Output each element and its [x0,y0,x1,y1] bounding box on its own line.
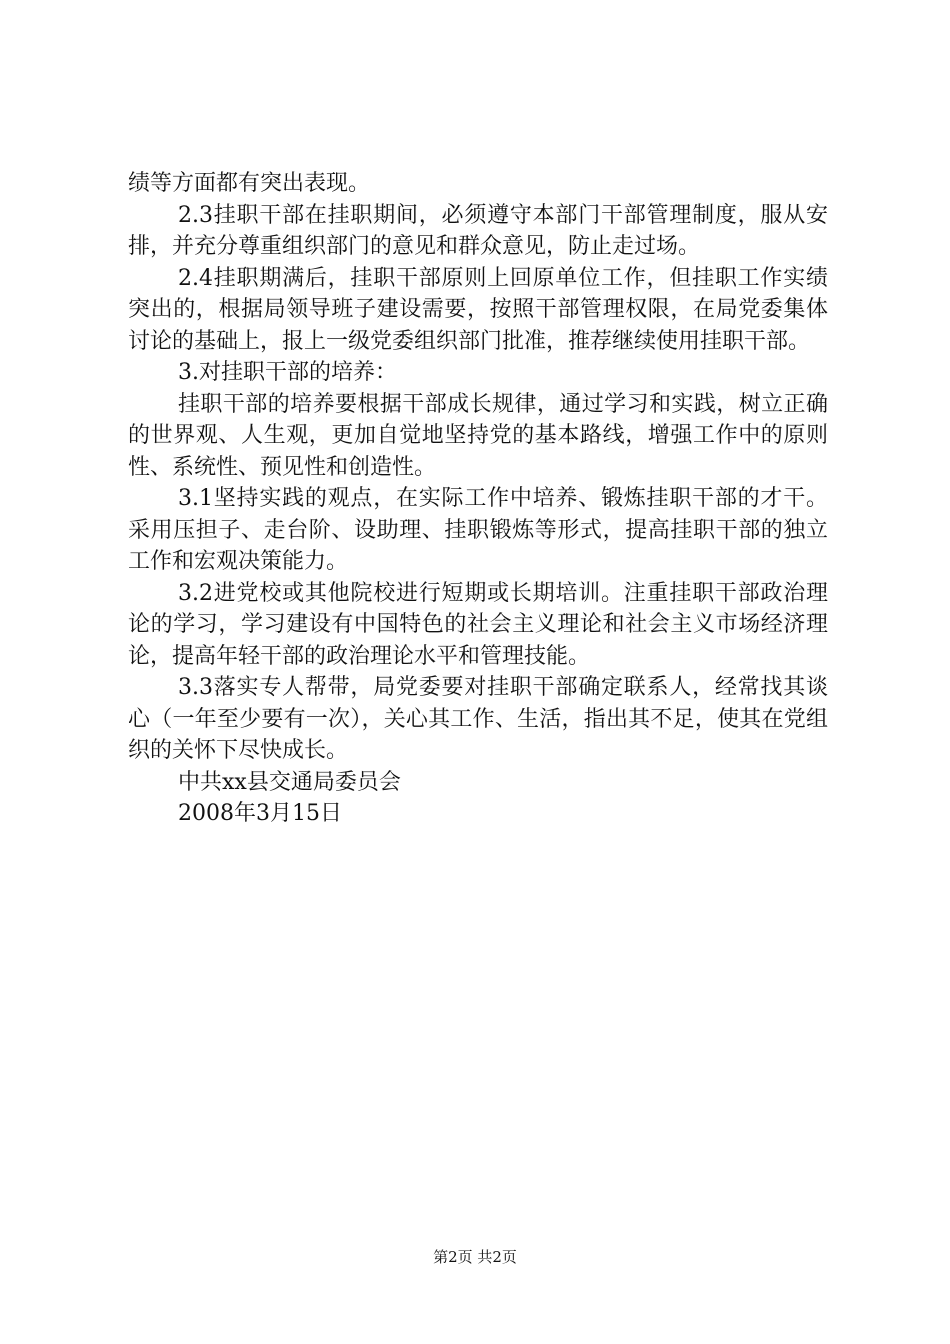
paragraph-3-1: 3.1坚持实践的观点，在实际工作中培养、锻炼挂职干部的才干。采用压担子、走台阶、设助理、挂职锻炼等形式，提高挂职干部的独立工作和宏观决策能力。 [128,486,828,574]
signature-date: 2008年3月15日 [178,801,342,826]
paragraph-2-4: 2.4挂职期满后，挂职干部原则上回原单位工作，但挂职工作实绩突出的，根据局领导班子建设需要，按照干部管理权限，在局党委集体讨论的基础上，报上一级党委组织部门批准，推荐继续使用挂职干部。 [128,265,828,354]
paragraph-2-3: 2.3挂职干部在挂职期间，必须遵守本部门干部管理制度，服从安排，并充分尊重组织部门的意见和群众意见，防止走过场。 [128,202,828,259]
paragraph-continuation: 绩等方面都有突出表现。 [128,171,371,196]
signature-organization: 中共xx县交通局委员会 [178,769,401,795]
paragraph-3-3: 3.3落实专人帮带，局党委要对挂职干部确定联系人，经常找其谈心（一年至少要有一次），关心其工作、生活，指出其不足，使其在党组织的关怀下尽快成长。 [128,675,828,763]
paragraph-3-intro: 挂职干部的培养要根据干部成长规律，通过学习和实践，树立正确的世界观、人生观，更加自觉地坚持党的基本路线，增强工作中的原则性、系统性、预见性和创造性。 [128,391,828,480]
page-number-footer: 第2页 共2页 [433,1248,517,1266]
section-heading-3: 3.对挂职干部的培养： [178,360,397,385]
paragraph-3-2: 3.2进党校或其他院校进行短期或长期培训。注重挂职干部政治理论的学习，学习建设有中国特色的社会主义理论和社会主义市场经济理论，提高年轻干部的政治理论水平和管理技能。 [128,580,828,669]
document-body [128,168,828,830]
